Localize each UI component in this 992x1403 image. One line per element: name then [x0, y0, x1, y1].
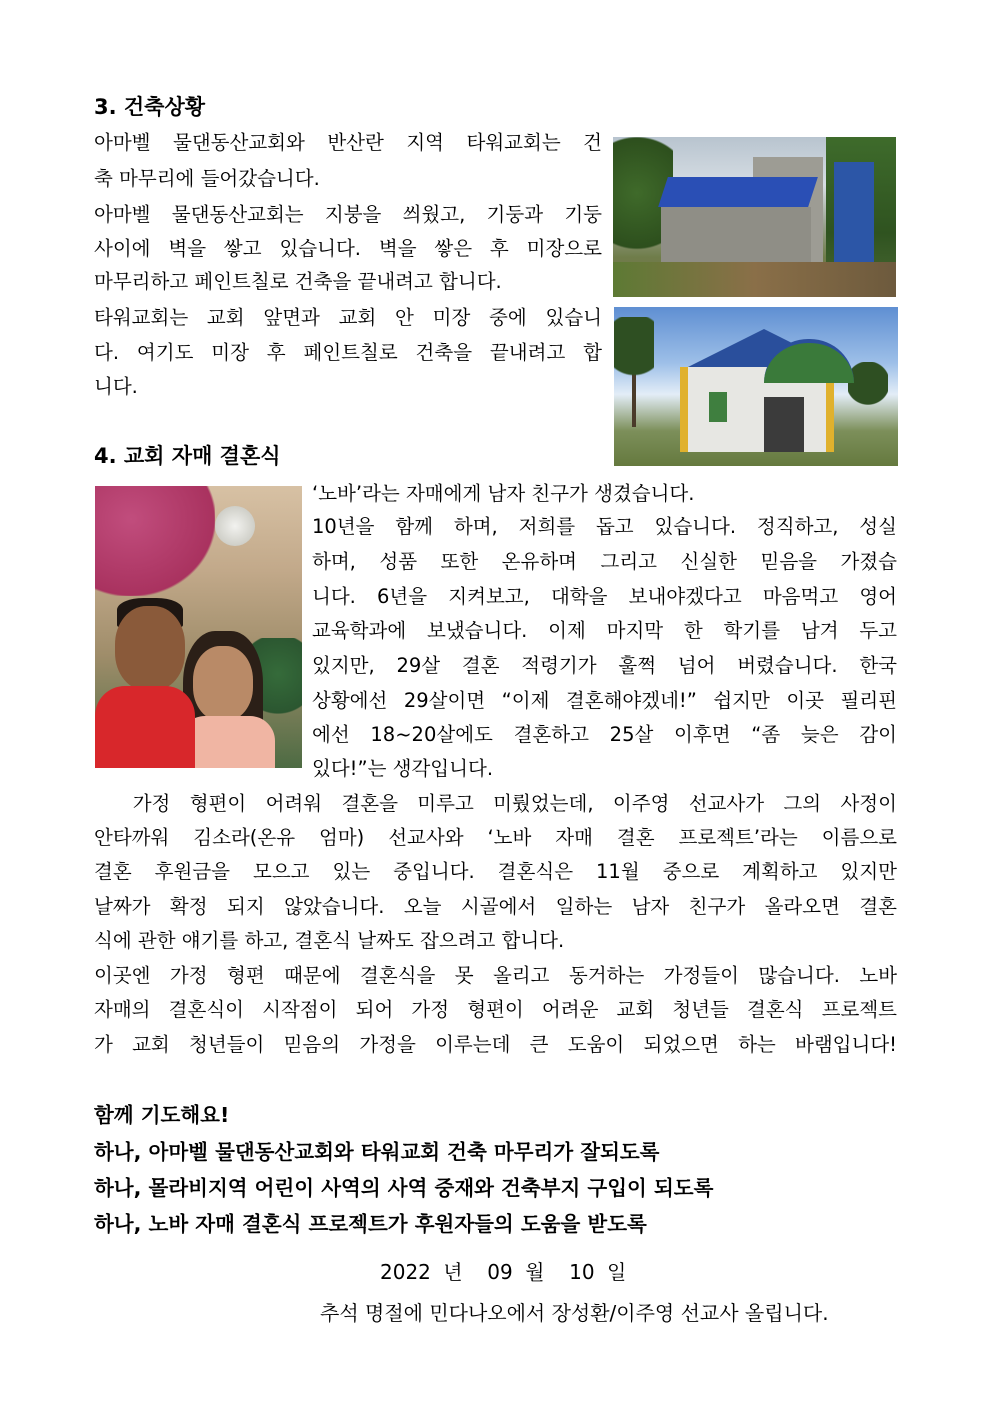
signature: 추석 명절에 민다나오에서 장성환/이주영 선교사 올립니다.: [320, 1301, 829, 1325]
section-3-line: 타워교회는 교회 앞면과 교회 안 미장 중에 있습니: [94, 306, 602, 329]
church-construction-photo: [613, 137, 896, 297]
section-3-line: 다. 여기도 미장 후 페인트칠로 건축을 끝내려고 합: [94, 341, 602, 364]
letter-date: 2022 년 09 월 10 일: [380, 1260, 627, 1284]
section-4-line: 상황에선 29살이면 “이제 결혼해야겠네!” 쉽지만 이곳 필리핀: [312, 689, 897, 712]
section-4-line: ‘노바’라는 자매에게 남자 친구가 생겼습니다.: [312, 482, 695, 505]
section-4-line: 니다. 6년을 지켜보고, 대학을 보내야겠다고 마음먹고 영어: [312, 585, 897, 608]
section-4-line: 에선 18~20살에도 결혼하고 25살 이후면 “좀 늦은 감이: [312, 723, 897, 746]
section-4-line: 교육학과에 보냈습니다. 이제 마지막 한 학기를 남겨 두고: [312, 619, 897, 642]
section-4-paragraph-line: 안타까워 김소라(온유 엄마) 선교사와 ‘노바 자매 결혼 프로젝트’라는 이름으로: [94, 826, 897, 849]
section-3-heading: 3. 건축상황: [94, 95, 206, 119]
prayer-title: 함께 기도해요!: [94, 1103, 230, 1127]
section-3-line: 아마벨 물댄동산교회와 반산란 지역 타워교회는 건: [94, 131, 602, 154]
section-3-line: 아마벨 물댄동산교회는 지붕을 씌웠고, 기둥과 기둥: [94, 203, 602, 226]
section-3-line: 니다.: [94, 375, 138, 398]
tower-church-photo: [614, 307, 898, 466]
section-4-line: 있지만, 29살 결혼 적령기가 훌쩍 넘어 버렸습니다. 한국: [312, 654, 897, 677]
prayer-item: 하나, 몰라비지역 어린이 사역의 사역 중재와 건축부지 구입이 되도록: [94, 1176, 714, 1200]
section-3-line: 마무리하고 페인트칠로 건축을 끝내려고 합니다.: [94, 270, 502, 293]
section-4-heading: 4. 교회 자매 결혼식: [94, 444, 281, 468]
section-4-line: 10년을 함께 하며, 저희를 돕고 있습니다. 정직하고, 성실: [312, 515, 897, 538]
section-4-paragraph-line: 결혼 후원금을 모으고 있는 중입니다. 결혼식은 11월 중으로 계획하고 있지만: [94, 860, 897, 883]
prayer-item: 하나, 노바 자매 결혼식 프로젝트가 후원자들의 도움을 받도록: [94, 1212, 647, 1236]
section-3-line: 사이에 벽을 쌓고 있습니다. 벽을 쌓은 후 미장으로: [94, 237, 602, 260]
section-4-paragraph-line: 가정 형편이 어려워 결혼을 미루고 미뤘었는데, 이주영 선교사가 그의 사정이: [94, 792, 897, 815]
couple-photo: [95, 486, 302, 768]
section-4-paragraph-line: 식에 관한 얘기를 하고, 결혼식 날짜도 잡으려고 합니다.: [94, 929, 565, 952]
section-4-paragraph-line: 자매의 결혼식이 시작점이 되어 가정 형편이 어려운 교회 청년들 결혼식 프로젝트: [94, 998, 897, 1021]
section-4-paragraph-line: 가 교회 청년들이 믿음의 가정을 이루는데 큰 도움이 되었으면 하는 바램입니다!: [94, 1033, 897, 1056]
section-4-line: 있다!”는 생각입니다.: [312, 757, 494, 780]
section-4-paragraph-line: 날짜가 확정 되지 않았습니다. 오늘 시골에서 일하는 남자 친구가 올라오면 결혼: [94, 895, 897, 918]
prayer-item: 하나, 아마벨 물댄동산교회와 타워교회 건축 마무리가 잘되도록: [94, 1140, 660, 1164]
section-4-paragraph-line: 이곳엔 가정 형편 때문에 결혼식을 못 올리고 동거하는 가정들이 많습니다. 노바: [94, 964, 897, 987]
section-3-line: 축 마무리에 들어갔습니다.: [94, 167, 320, 190]
section-4-line: 하며, 성품 또한 온유하며 그리고 신실한 믿음을 가졌습: [312, 550, 897, 573]
